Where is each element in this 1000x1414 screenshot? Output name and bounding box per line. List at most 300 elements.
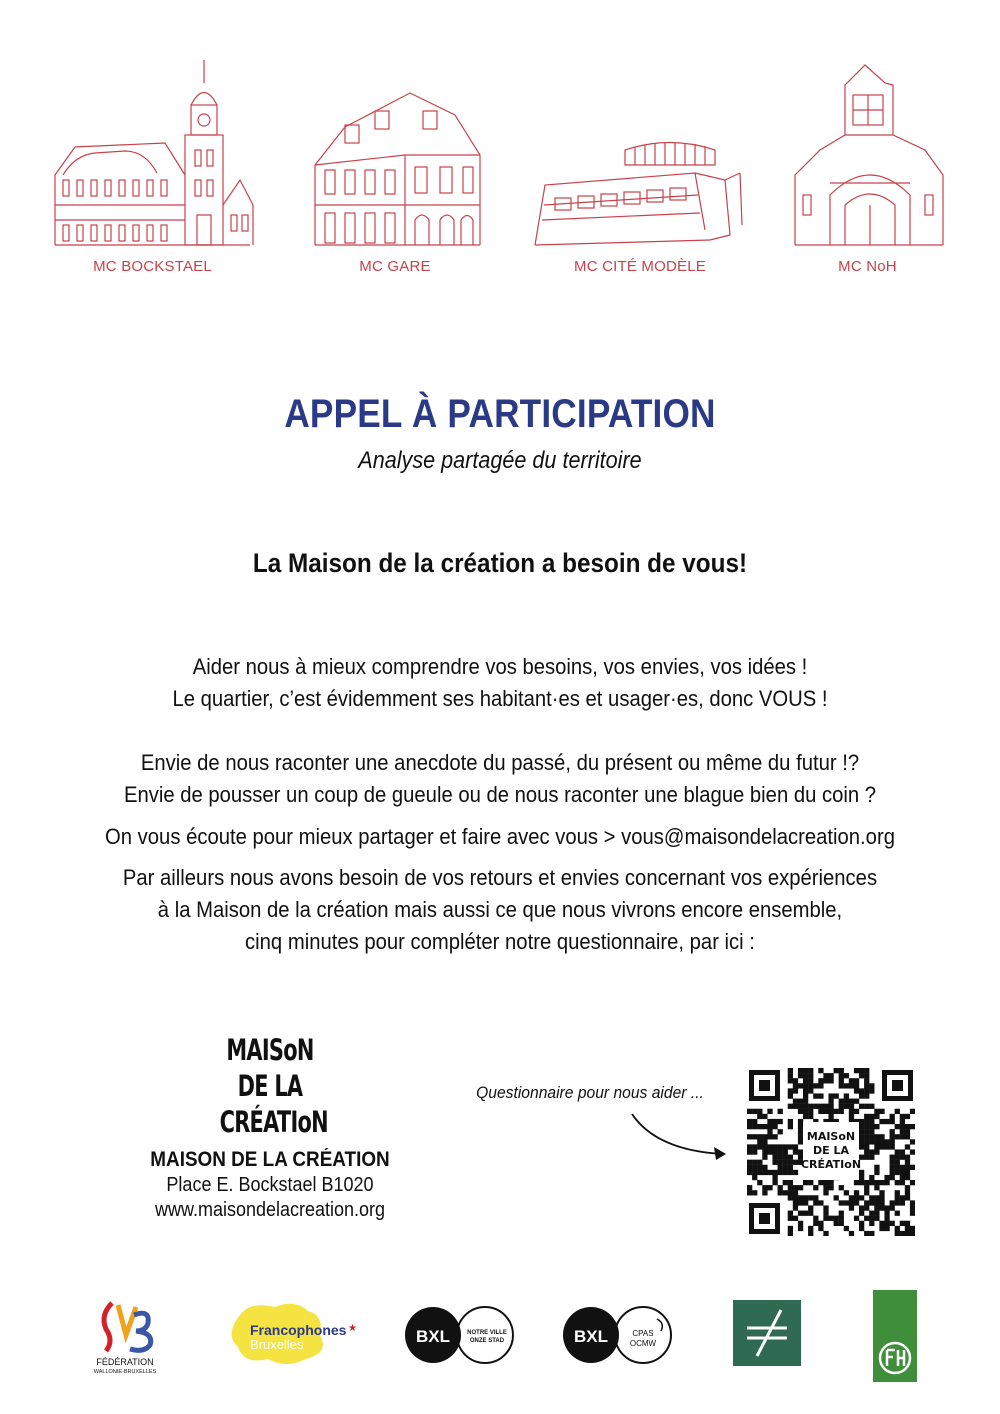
green-slash-logo [733, 1300, 801, 1371]
qr-module [864, 1134, 869, 1139]
qr-module [752, 1124, 757, 1129]
qr-module [905, 1160, 910, 1165]
qr-module [757, 1124, 762, 1129]
qr-module [778, 1129, 783, 1134]
qr-module [793, 1216, 798, 1221]
qr-module [874, 1180, 879, 1185]
qr-module [905, 1124, 910, 1129]
qr-module [808, 1226, 813, 1231]
building-label: MC BOCKSTAEL [93, 258, 212, 275]
qr-module [859, 1211, 864, 1216]
qr-module [808, 1073, 813, 1078]
qr-module [849, 1104, 854, 1109]
qr-module [778, 1170, 783, 1175]
qr-module [818, 1104, 823, 1109]
qr-module [778, 1185, 783, 1190]
qr-module [895, 1195, 900, 1200]
qr-module [859, 1134, 864, 1139]
qr-module [762, 1124, 767, 1129]
qr-module [823, 1078, 828, 1083]
qr-module [854, 1190, 859, 1195]
qr-module [890, 1155, 895, 1160]
qr-module [798, 1129, 803, 1134]
qr-module [778, 1144, 783, 1149]
qr-module [788, 1155, 793, 1160]
qr-module [778, 1190, 783, 1195]
qr-module [793, 1185, 798, 1190]
qr-module [869, 1139, 874, 1144]
qr-module [900, 1119, 905, 1124]
qr-module [895, 1165, 900, 1170]
qr-module [803, 1078, 808, 1083]
francophones-line2: Bruxelles [250, 1337, 304, 1352]
qr-module [747, 1109, 752, 1114]
maison-logo [219, 1032, 328, 1140]
qr-module [798, 1073, 803, 1078]
qr-module [884, 1221, 889, 1226]
qr-module [767, 1170, 772, 1175]
qr-module [864, 1073, 869, 1078]
bxl-badge: BXL [574, 1327, 608, 1346]
qr-module [823, 1190, 828, 1195]
bxl-text: ONZE STAD [469, 1338, 505, 1344]
bxl-cpas-logo [561, 1305, 676, 1370]
qr-module [859, 1088, 864, 1093]
qr-module [874, 1185, 879, 1190]
qr-module [884, 1119, 889, 1124]
qr-module [834, 1216, 839, 1221]
qr-module [869, 1149, 874, 1154]
qr-module [808, 1114, 813, 1119]
qr-module [778, 1149, 783, 1154]
qr-module [747, 1149, 752, 1154]
qr-module [895, 1170, 900, 1175]
qr-module [869, 1216, 874, 1221]
qr-module [905, 1170, 910, 1175]
qr-module [874, 1109, 879, 1114]
qr-module [900, 1129, 905, 1134]
qr-module [747, 1144, 752, 1149]
qr-module [895, 1200, 900, 1205]
qr-module [879, 1221, 884, 1226]
qr-module [854, 1216, 859, 1221]
qr-module [874, 1134, 879, 1139]
qr-module [884, 1175, 889, 1180]
qr-module [910, 1149, 915, 1154]
fh-logo-icon [873, 1290, 917, 1382]
qr-module [859, 1139, 864, 1144]
qr-module [864, 1144, 869, 1149]
qr-module [757, 1170, 762, 1175]
qr-module [900, 1170, 905, 1175]
qr-module [757, 1134, 762, 1139]
qr-module [747, 1185, 752, 1190]
qr-module [910, 1231, 915, 1236]
qr-module [798, 1119, 803, 1124]
qr-module [864, 1139, 869, 1144]
qr-module [783, 1170, 788, 1175]
qr-module [823, 1211, 828, 1216]
qr-module [900, 1195, 905, 1200]
qr-module [828, 1104, 833, 1109]
qr-module [910, 1139, 915, 1144]
qr-module [772, 1149, 777, 1154]
qr-module [849, 1195, 854, 1200]
qr-module [803, 1109, 808, 1114]
qr-module [890, 1129, 895, 1134]
qr-module [798, 1083, 803, 1088]
qr-module [747, 1160, 752, 1165]
qr-module [859, 1205, 864, 1210]
qr-module [890, 1144, 895, 1149]
qr-module [869, 1129, 874, 1134]
qr-module [818, 1200, 823, 1205]
qr-module [783, 1160, 788, 1165]
building-bockstael [45, 55, 260, 275]
qr-module [884, 1211, 889, 1216]
qr-module [869, 1195, 874, 1200]
qr-module [823, 1205, 828, 1210]
qr-module [772, 1180, 777, 1185]
text-line: Envie de pousser un coup de gueule ou de nous raconter une blague bien du coin ? [123, 782, 877, 807]
qr-module [895, 1211, 900, 1216]
qr-module [798, 1185, 803, 1190]
qr-module [849, 1099, 854, 1104]
qr-label: Questionnaire pour nous aider ... [476, 1083, 704, 1102]
qr-module [890, 1114, 895, 1119]
qr-module [849, 1083, 854, 1088]
qr-module [813, 1195, 818, 1200]
francophones-line1: Francophones [250, 1322, 347, 1338]
qr-module [874, 1195, 879, 1200]
qr-module [890, 1134, 895, 1139]
qr-module [808, 1083, 813, 1088]
qr-module [864, 1155, 869, 1160]
qr-module [839, 1073, 844, 1078]
qr-module [772, 1124, 777, 1129]
qr-module [757, 1160, 762, 1165]
qr-center-line: MAISoN [806, 1130, 856, 1143]
qr-module [762, 1165, 767, 1170]
fwb-sub: WALLONIE-BRUXELLES [93, 1369, 157, 1375]
qr-module [864, 1104, 869, 1109]
qr-module [864, 1205, 869, 1210]
building-label: MC NoH [838, 258, 897, 275]
qr-module [808, 1109, 813, 1114]
page-subtitle: Analyse partagée du territoire [358, 447, 642, 474]
qr-module [828, 1078, 833, 1083]
qr-module [834, 1068, 839, 1073]
qr-module [859, 1068, 864, 1073]
qr-module [890, 1205, 895, 1210]
qr-module [864, 1185, 869, 1190]
qr-module [813, 1216, 818, 1221]
qr-module [788, 1216, 793, 1221]
qr-module [823, 1185, 828, 1190]
qr-module [813, 1093, 818, 1098]
qr-module [798, 1124, 803, 1129]
qr-module [874, 1139, 879, 1144]
qr-module [884, 1205, 889, 1210]
qr-module [808, 1205, 813, 1210]
qr-module [839, 1185, 844, 1190]
qr-module [864, 1068, 869, 1073]
qr-module [793, 1160, 798, 1165]
qr-module [905, 1231, 910, 1236]
qr-module [844, 1083, 849, 1088]
qr-module [793, 1205, 798, 1210]
bxl-ville-logo-icon [403, 1305, 518, 1365]
qr-module [788, 1211, 793, 1216]
qr-module [788, 1104, 793, 1109]
cpas-text: OCMW [629, 1339, 657, 1348]
qr-module [798, 1068, 803, 1073]
text-line: Par ailleurs nous avons besoin de vos retours et envies concernant vos expériences [122, 865, 878, 890]
qr-module [910, 1200, 915, 1205]
fwb-logo-icon [80, 1295, 170, 1375]
qr-module [783, 1149, 788, 1154]
qr-module [798, 1139, 803, 1144]
qr-center-line: DE LA [813, 1144, 849, 1157]
qr-module [864, 1231, 869, 1236]
text-line: cinq minutes pour compléter notre questionnaire, par ici : [245, 929, 755, 954]
qr-module [854, 1099, 859, 1104]
logo-line: MAISoN [226, 1033, 314, 1067]
qr-module [752, 1170, 757, 1175]
qr-module [803, 1211, 808, 1216]
qr-module [767, 1109, 772, 1114]
qr-module [874, 1216, 879, 1221]
bxl-text: NOTRE VILLE [467, 1330, 507, 1336]
qr-module [839, 1109, 844, 1114]
fwb-logo [80, 1295, 170, 1380]
qr-module [874, 1144, 879, 1149]
qr-module [793, 1088, 798, 1093]
qr-module [905, 1134, 910, 1139]
qr-module [884, 1180, 889, 1185]
qr-module [772, 1119, 777, 1124]
francophones-bruxelles-logo [220, 1295, 360, 1375]
qr-module [869, 1200, 874, 1205]
qr-module [803, 1180, 808, 1185]
qr-module [798, 1195, 803, 1200]
org-website-link[interactable]: www.maisondelacreation.org [154, 1199, 386, 1221]
qr-module [864, 1124, 869, 1129]
qr-module [772, 1170, 777, 1175]
qr-module [788, 1073, 793, 1078]
qr-module [890, 1200, 895, 1205]
qr-module [772, 1160, 777, 1165]
qr-module [778, 1109, 783, 1114]
qr-module [884, 1144, 889, 1149]
qr-module [900, 1180, 905, 1185]
qr-module [757, 1165, 762, 1170]
qr-module [879, 1205, 884, 1210]
bxl-cpas-logo-icon [561, 1305, 676, 1365]
qr-module [783, 1165, 788, 1170]
equal-slash-logo-icon [733, 1300, 801, 1366]
building-gare [305, 55, 485, 275]
qr-module [874, 1205, 879, 1210]
qr-module [783, 1180, 788, 1185]
qr-module [747, 1165, 752, 1170]
qr-module [793, 1099, 798, 1104]
qr-module [788, 1185, 793, 1190]
qr-module [778, 1160, 783, 1165]
qr-module [818, 1221, 823, 1226]
qr-module [890, 1119, 895, 1124]
qr-module [834, 1221, 839, 1226]
qr-module [879, 1144, 884, 1149]
qr-module [900, 1221, 905, 1226]
qr-module [793, 1190, 798, 1195]
qr-module [752, 1134, 757, 1139]
qr-code[interactable] [747, 1068, 915, 1241]
qr-module [788, 1180, 793, 1185]
qr-module [803, 1093, 808, 1098]
qr-module [879, 1109, 884, 1114]
qr-module [798, 1226, 803, 1231]
qr-module [757, 1114, 762, 1119]
qr-module [900, 1165, 905, 1170]
qr-module [910, 1180, 915, 1185]
qr-module [879, 1190, 884, 1195]
qr-module [905, 1185, 910, 1190]
qr-module [808, 1078, 813, 1083]
qr-module [869, 1124, 874, 1129]
qr-module [828, 1216, 833, 1221]
paragraph-questionnaire [50, 862, 950, 958]
qr-module [828, 1114, 833, 1119]
qr-module [803, 1104, 808, 1109]
qr-module [798, 1211, 803, 1216]
qr-module [895, 1190, 900, 1195]
qr-module [844, 1226, 849, 1231]
qr-module [757, 1139, 762, 1144]
fwb-name: FÉDÉRATION [96, 1357, 154, 1367]
qr-module [752, 1175, 757, 1180]
qr-module [762, 1134, 767, 1139]
qr-module [859, 1195, 864, 1200]
qr-module [757, 1109, 762, 1114]
qr-module [823, 1231, 828, 1236]
qr-module [869, 1231, 874, 1236]
qr-module [767, 1185, 772, 1190]
qr-module [849, 1114, 854, 1119]
qr-module [900, 1149, 905, 1154]
qr-module [895, 1134, 900, 1139]
qr-module [808, 1104, 813, 1109]
modern-building-drawing-icon [530, 55, 750, 250]
qr-module [747, 1170, 752, 1175]
building-noh [785, 55, 950, 275]
qr-module [879, 1195, 884, 1200]
qr-module [839, 1211, 844, 1216]
qr-module [844, 1073, 849, 1078]
qr-module [788, 1195, 793, 1200]
qr-module [849, 1231, 854, 1236]
qr-module [813, 1185, 818, 1190]
qr-module [752, 1144, 757, 1149]
qr-module [793, 1170, 798, 1175]
contact-line[interactable]: On vous écoute pour mieux partager et faire avec vous > vous@maisondelacreation.org [105, 824, 895, 849]
qr-module [854, 1078, 859, 1083]
qr-module [803, 1195, 808, 1200]
qr-module [788, 1231, 793, 1236]
qr-module [910, 1226, 915, 1231]
qr-module [762, 1149, 767, 1154]
qr-module [808, 1068, 813, 1073]
qr-module [813, 1221, 818, 1226]
town-hall-drawing-icon [45, 55, 260, 250]
qr-module [839, 1078, 844, 1083]
qr-module [793, 1104, 798, 1109]
qr-module [834, 1195, 839, 1200]
qr-module [772, 1134, 777, 1139]
qr-module [859, 1119, 864, 1124]
qr-module [869, 1175, 874, 1180]
qr-module [762, 1114, 767, 1119]
logo-line: CRÉATIoN [219, 1105, 328, 1139]
qr-module [818, 1093, 823, 1098]
qr-module [772, 1175, 777, 1180]
qr-module [793, 1083, 798, 1088]
qr-module [767, 1119, 772, 1124]
qr-module [869, 1180, 874, 1185]
building-cite-modele [530, 55, 750, 275]
text-line: Envie de nous raconter une anecdote du passé, du présent ou même du futur !? [140, 750, 860, 775]
qr-module [834, 1093, 839, 1098]
qr-module [803, 1099, 808, 1104]
qr-module [869, 1114, 874, 1119]
qr-module [895, 1231, 900, 1236]
qr-module [890, 1175, 895, 1180]
qr-module [859, 1180, 864, 1185]
qr-module [798, 1099, 803, 1104]
qr-module [864, 1119, 869, 1124]
qr-module [747, 1119, 752, 1124]
qr-module [767, 1129, 772, 1134]
qr-module [864, 1200, 869, 1205]
qr-module [864, 1078, 869, 1083]
qr-module [869, 1083, 874, 1088]
qr-module [869, 1104, 874, 1109]
qr-module [839, 1099, 844, 1104]
qr-module [879, 1134, 884, 1139]
qr-module [849, 1078, 854, 1083]
qr-module [828, 1109, 833, 1114]
qr-module [864, 1083, 869, 1088]
francophones-logo-icon [220, 1295, 360, 1370]
logo-line: DE LA [237, 1069, 303, 1103]
qr-module [788, 1160, 793, 1165]
qr-module [818, 1180, 823, 1185]
qr-module [864, 1093, 869, 1098]
org-address: Place E. Bockstael B1020 [166, 1174, 374, 1196]
qr-module [839, 1083, 844, 1088]
qr-module [823, 1104, 828, 1109]
qr-module [844, 1093, 849, 1098]
qr-code-icon[interactable] [747, 1068, 915, 1236]
qr-module [788, 1226, 793, 1231]
qr-module [884, 1226, 889, 1231]
qr-module [818, 1083, 823, 1088]
qr-module [772, 1144, 777, 1149]
station-building-drawing-icon [305, 55, 485, 250]
building-illustrations [0, 55, 1000, 295]
qr-module [788, 1093, 793, 1098]
qr-module [823, 1073, 828, 1078]
